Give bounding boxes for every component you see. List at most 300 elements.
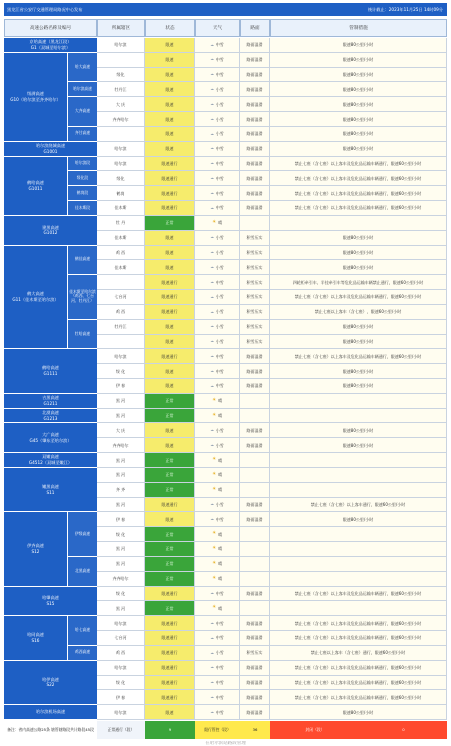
- highway-section: 佳木斯至哈尔滨（鸡西、七台河、牡丹江）: [67, 275, 97, 319]
- table-body: [4, 38, 447, 720]
- weather-cell: [195, 483, 240, 498]
- snow-icon: ☁: [210, 87, 214, 92]
- area-cell: 佳木斯: [97, 260, 145, 275]
- weather-label: 中雪: [215, 368, 224, 374]
- weather-cell: [195, 112, 240, 127]
- snow-icon: ☁: [210, 161, 214, 166]
- area-cell: 佳木斯: [97, 231, 145, 246]
- weather-label: 小雪: [215, 131, 224, 137]
- weather-label: 中雪: [215, 694, 224, 700]
- area-cell: [97, 335, 145, 350]
- header-area: 所属辖区: [97, 19, 145, 37]
- road-condition-cell: 路面湿滑: [240, 616, 270, 631]
- control-measure-cell: 禁止七座以上客车（含七座）通行，限速60公里/小时: [270, 646, 447, 661]
- control-measure-cell: 限速80公里/小时: [270, 379, 447, 394]
- weather-label: 小雪: [215, 264, 224, 270]
- area-cell: 伊 春: [97, 690, 145, 705]
- highway-section: 鹤佳高速: [67, 246, 97, 276]
- status-cell: 限速: [145, 127, 195, 142]
- snow-icon: ☁: [210, 324, 214, 329]
- snow-icon: ☁: [210, 665, 214, 670]
- traffic-report: [4, 3, 447, 740]
- weather-cell: [195, 631, 240, 646]
- highway-section: 哈尔滨高速: [67, 82, 97, 97]
- weather-cell: [195, 201, 240, 216]
- header-road: 路面: [240, 19, 270, 37]
- weather-cell: [195, 646, 240, 661]
- area-cell: 黑 河: [97, 409, 145, 424]
- weather-cell: [195, 705, 240, 720]
- status-cell: 限速: [145, 705, 195, 720]
- area-cell: 鸡 西: [97, 646, 145, 661]
- weather-cell: [195, 557, 240, 572]
- status-cell: 限速: [145, 438, 195, 453]
- highway-section: 大齐高速: [67, 97, 97, 127]
- weather-cell: [195, 320, 240, 335]
- road-condition-cell: 积雪压实: [240, 231, 270, 246]
- road-condition-cell: [240, 527, 270, 542]
- weather-label: 小雪: [215, 324, 224, 330]
- sun-icon: ☀: [211, 531, 217, 537]
- area-cell: 哈尔滨: [97, 349, 145, 364]
- footer-control-label: 限行管控（段）: [195, 721, 240, 739]
- snow-icon: ☁: [210, 72, 214, 77]
- snow-icon: ☁: [210, 354, 214, 358]
- sun-icon: ☀: [211, 546, 217, 552]
- weather-cell: [195, 379, 240, 394]
- status-cell: 正常: [145, 394, 195, 409]
- weather-cell: [195, 601, 240, 616]
- sun-icon: ☀: [211, 412, 217, 418]
- highway-name: 北漠高速 G1213: [4, 409, 97, 424]
- weather-cell: [195, 142, 240, 157]
- weather-cell: [195, 542, 240, 557]
- road-condition-cell: 路面湿滑: [240, 112, 270, 127]
- weather-cell: [195, 349, 240, 364]
- snow-icon: ☁: [210, 57, 214, 62]
- weather-label: 中雪: [215, 353, 224, 359]
- weather-label: 中雪: [215, 205, 224, 211]
- area-cell: 牡丹江: [97, 82, 145, 97]
- weather-cell: [195, 676, 240, 691]
- weather-cell: [195, 231, 240, 246]
- status-cell: 限速: [145, 82, 195, 97]
- road-condition-cell: 路面湿滑: [240, 82, 270, 97]
- status-cell: 正常: [145, 468, 195, 483]
- snow-icon: ☁: [210, 146, 214, 151]
- control-measure-cell: 四轮柜牵引车、半挂牵引车等危化品运输车辆禁止通行，限速60公里/小时: [270, 275, 447, 290]
- summary-footer: [4, 721, 447, 739]
- road-condition-cell: 路面湿滑: [240, 157, 270, 172]
- highway-section: 齐甘高速: [67, 127, 97, 142]
- snow-icon: ☁: [210, 42, 214, 47]
- road-condition-cell: 路面湿滑: [240, 423, 270, 438]
- status-cell: 限速通行: [145, 616, 195, 631]
- area-cell: 牡 丹: [97, 216, 145, 231]
- weather-label: 中雪: [215, 161, 224, 166]
- status-cell: 限速通行: [145, 157, 195, 172]
- road-condition-cell: 路面湿滑: [240, 379, 270, 394]
- weather-label: 小雪: [215, 116, 224, 122]
- weather-cell: [195, 305, 240, 320]
- highway-section: 哈大高速: [67, 53, 97, 83]
- control-measure-cell: 限速80公里/小时: [270, 53, 447, 68]
- header-highway: 高速公路名称及编号: [4, 19, 97, 37]
- snow-icon: ☁: [210, 131, 214, 136]
- weather-label: 晴: [218, 561, 223, 567]
- snow-icon: ☁: [210, 635, 214, 640]
- publisher-title: 黑龙江省公安厅交通管理局路况中心发布: [7, 7, 83, 12]
- road-condition-cell: 路面湿滑: [240, 53, 270, 68]
- road-condition-cell: [240, 468, 270, 483]
- area-cell: 七台河: [97, 290, 145, 305]
- weather-label: 晴: [218, 576, 223, 582]
- highway-section: 鸡西高速: [67, 646, 97, 661]
- road-condition-cell: 路面湿滑: [240, 690, 270, 705]
- road-condition-cell: [240, 557, 270, 572]
- road-condition-cell: 路面湿滑: [240, 127, 270, 142]
- highway-section: 鹤岗段: [67, 186, 97, 201]
- status-cell: 限速通行: [145, 676, 195, 691]
- road-condition-cell: 路面湿滑: [240, 631, 270, 646]
- weather-label: 中雪: [215, 42, 224, 48]
- timestamp: 统计截止：2023年11月25日 14时09分: [367, 7, 443, 12]
- weather-label: 晴: [218, 398, 223, 404]
- weather-label: 晴: [218, 457, 223, 463]
- control-measure-cell: 禁止七座（含七座）以上客车及危化品运输车辆通行，限速60公里/小时: [270, 157, 447, 172]
- status-cell: 限速: [145, 142, 195, 157]
- status-cell: 限速: [145, 320, 195, 335]
- footer-closed-label: 封闭（段）: [270, 721, 360, 739]
- image-caption: 在哈尔滨站路段管理: [205, 741, 246, 746]
- area-cell: 黑 河: [97, 557, 145, 572]
- road-condition-cell: 积雪压实: [240, 305, 270, 320]
- snow-icon: ☁: [210, 620, 214, 625]
- weather-label: 中雪: [215, 590, 224, 596]
- weather-label: 中雪: [215, 516, 224, 522]
- control-measure-cell: 限速80公里/小时: [270, 512, 447, 527]
- control-measure-cell: 限速80公里/小时: [270, 335, 447, 350]
- highway-name: 哈尔滨机场高速: [4, 705, 97, 720]
- weather-cell: [195, 364, 240, 379]
- highway-section: 哈七高速: [67, 616, 97, 646]
- weather-label: 中雪: [215, 383, 224, 389]
- sun-icon: ☀: [211, 457, 217, 463]
- weather-cell: [195, 498, 240, 513]
- status-cell: 限速通行: [145, 186, 195, 201]
- control-measure-cell: 限速80公里/小时: [270, 423, 447, 438]
- weather-label: 小雪: [215, 427, 224, 433]
- road-condition-cell: 路面湿滑: [240, 68, 270, 83]
- weather-label: 小雪: [215, 338, 224, 344]
- road-condition-cell: 积雪压实: [240, 290, 270, 305]
- control-measure-cell: [270, 542, 447, 557]
- status-cell: 正常: [145, 216, 195, 231]
- snow-icon: ☁: [210, 294, 214, 299]
- road-condition-cell: [240, 572, 270, 587]
- road-condition-cell: 路面湿滑: [240, 171, 270, 186]
- control-measure-cell: 限速80公里/小时: [270, 142, 447, 157]
- area-cell: 大 庆: [97, 423, 145, 438]
- area-cell: 黑 河: [97, 542, 145, 557]
- weather-label: 小雪: [215, 294, 224, 300]
- road-condition-cell: 积雪压实: [240, 320, 270, 335]
- control-measure-cell: [270, 216, 447, 231]
- area-cell: 哈尔滨: [97, 38, 145, 53]
- weather-cell: [195, 82, 240, 97]
- control-measure-cell: 限速80公里/小时: [270, 364, 447, 379]
- area-cell: 哈尔滨: [97, 142, 145, 157]
- weather-label: 中雪: [215, 709, 224, 715]
- status-cell: 正常: [145, 409, 195, 424]
- road-condition-cell: 路面湿滑: [240, 498, 270, 513]
- control-measure-cell: 禁止七座（含七座）以上客车及危化品运输车辆通行，限速60公里/小时: [270, 631, 447, 646]
- snow-icon: ☁: [210, 176, 214, 181]
- weather-cell: [195, 512, 240, 527]
- weather-label: 晴: [218, 546, 223, 552]
- status-cell: 限速通行: [145, 661, 195, 676]
- area-cell: 大 庆: [97, 97, 145, 112]
- control-measure-cell: 禁止七座（含七座）以上客车及危化品运输车辆通行，限速60公里/小时: [270, 676, 447, 691]
- status-cell: 正常: [145, 527, 195, 542]
- road-condition-cell: 路面湿滑: [240, 364, 270, 379]
- area-cell: 齐齐哈尔: [97, 112, 145, 127]
- road-condition-cell: 积雪压实: [240, 246, 270, 261]
- road-condition-cell: [240, 216, 270, 231]
- weather-label: 中雪: [215, 279, 224, 285]
- weather-label: 晴: [218, 220, 223, 226]
- area-cell: 齐 齐: [97, 483, 145, 498]
- status-cell: 限速通行: [145, 201, 195, 216]
- weather-label: 中雪: [215, 72, 224, 78]
- weather-cell: [195, 171, 240, 186]
- weather-cell: [195, 68, 240, 83]
- area-cell: 黑 河: [97, 394, 145, 409]
- weather-cell: [195, 290, 240, 305]
- status-cell: 限速通行: [145, 498, 195, 513]
- area-cell: 哈尔滨: [97, 705, 145, 720]
- control-measure-cell: 限速80公里/小时: [270, 38, 447, 53]
- control-measure-cell: 禁止七座（含七座）以上客车及危化品运输车辆通行，限速60公里/小时: [270, 661, 447, 676]
- control-measure-cell: 禁止七座以上客车（含七座），限速60公里/小时: [270, 305, 447, 320]
- status-cell: 限速: [145, 231, 195, 246]
- highway-section: 绥化段: [67, 171, 97, 186]
- highway-name: 大广高速 G45（肇东至哈尔滨）: [4, 423, 97, 453]
- snow-icon: ☁: [210, 709, 214, 714]
- highway-section: 伊绥高速: [67, 512, 97, 556]
- snow-icon: ☁: [210, 265, 214, 270]
- area-cell: 绥化: [97, 171, 145, 186]
- control-measure-cell: [270, 409, 447, 424]
- area-cell: 绥化: [97, 68, 145, 83]
- road-condition-cell: 路面湿滑: [240, 438, 270, 453]
- area-cell: [97, 53, 145, 68]
- highway-name: 鹤哈高速 G1011: [4, 157, 67, 216]
- highway-name: 鹤哈高速 G1111: [4, 349, 97, 393]
- weather-cell: [195, 438, 240, 453]
- status-cell: 正常: [145, 542, 195, 557]
- control-measure-cell: 限速80公里/小时: [270, 438, 447, 453]
- road-condition-cell: 路面湿滑: [240, 705, 270, 720]
- status-cell: 正常: [145, 557, 195, 572]
- status-cell: 限速通行: [145, 275, 195, 290]
- area-cell: 哈尔滨: [97, 661, 145, 676]
- area-cell: 黑 河: [97, 601, 145, 616]
- control-measure-cell: 限速80公里/小时: [270, 127, 447, 142]
- status-cell: 正常: [145, 453, 195, 468]
- road-condition-cell: 路面湿滑: [240, 186, 270, 201]
- status-cell: 正常: [145, 601, 195, 616]
- highway-section: 哈尔滨段: [67, 157, 97, 172]
- status-cell: 限速: [145, 423, 195, 438]
- footer-normal-label: 正常通行（段）: [97, 721, 145, 739]
- highway-section: 佳木斯段: [67, 201, 97, 216]
- road-condition-cell: 积雪压实: [240, 335, 270, 350]
- snow-icon: ☁: [210, 190, 214, 195]
- status-cell: 限速通行: [145, 631, 195, 646]
- road-condition-cell: 路面湿滑: [240, 512, 270, 527]
- snow-icon: ☁: [210, 428, 214, 433]
- snow-icon: ☁: [210, 235, 214, 240]
- weather-cell: [195, 157, 240, 172]
- weather-label: 晴: [218, 487, 223, 493]
- table-header: [4, 19, 447, 37]
- status-cell: 限速: [145, 260, 195, 275]
- road-condition-cell: 积雪压实: [240, 275, 270, 290]
- area-cell: 绥 化: [97, 587, 145, 602]
- road-condition-cell: 路面湿滑: [240, 676, 270, 691]
- control-measure-cell: 禁止七座（含七座）以上客车及危化品运输车辆通行，限速60公里/小时: [270, 587, 447, 602]
- area-cell: 黑 河: [97, 498, 145, 513]
- snow-icon: ☁: [210, 101, 214, 106]
- highway-name: 哈尔滨绕城高速 G1001: [4, 142, 97, 157]
- weather-cell: [195, 453, 240, 468]
- weather-label: 晴: [218, 531, 223, 537]
- status-cell: 限速: [145, 379, 195, 394]
- snow-icon: ☁: [210, 517, 214, 522]
- header-control: 管制措施: [270, 19, 447, 37]
- area-cell: 鹤岗: [97, 186, 145, 201]
- control-measure-cell: [270, 468, 447, 483]
- weather-cell: [195, 409, 240, 424]
- weather-cell: [195, 275, 240, 290]
- control-measure-cell: 限速80公里/小时: [270, 705, 447, 720]
- weather-cell: [195, 572, 240, 587]
- control-measure-cell: 限速80公里/小时: [270, 68, 447, 83]
- control-measure-cell: 禁止七座（含七座）以上客车及危化品运输车辆通行，限速60公里/小时: [270, 616, 447, 631]
- status-cell: 限速: [145, 97, 195, 112]
- status-cell: 限速: [145, 53, 195, 68]
- control-measure-cell: 禁止七座（含七座）以上客车及危化品运输车辆通行，限速60公里/小时: [270, 171, 447, 186]
- area-cell: 鸡 西: [97, 305, 145, 320]
- road-condition-cell: 路面湿滑: [240, 38, 270, 53]
- snow-icon: ☁: [210, 205, 214, 210]
- weather-cell: [195, 527, 240, 542]
- sun-icon: ☀: [211, 486, 217, 492]
- weather-label: 小雪: [215, 650, 224, 656]
- road-condition-cell: [240, 409, 270, 424]
- header-weather: 天气: [195, 19, 240, 37]
- control-measure-cell: 禁止七座（含七座）以上客车及危化品运输车辆通行，限速60公里/小时: [270, 290, 447, 305]
- road-condition-cell: [240, 483, 270, 498]
- status-cell: 限速通行: [145, 690, 195, 705]
- weather-cell: [195, 53, 240, 68]
- footer-control-count: 36: [240, 721, 270, 739]
- weather-cell: [195, 335, 240, 350]
- highway-name: 哈肇高速 S15: [4, 587, 97, 617]
- snow-icon: ☁: [210, 695, 214, 699]
- weather-label: 晴: [218, 605, 223, 611]
- highway-name: 吉黑高速 G1211: [4, 394, 97, 409]
- weather-label: 小雪: [215, 86, 224, 92]
- snow-icon: ☁: [210, 368, 214, 373]
- area-cell: 齐齐哈尔: [97, 572, 145, 587]
- status-cell: 限速通行: [145, 305, 195, 320]
- control-measure-cell: 限速80公里/小时: [270, 112, 447, 127]
- weather-cell: [195, 468, 240, 483]
- snow-icon: ☁: [210, 116, 214, 121]
- area-cell: 伊 春: [97, 379, 145, 394]
- weather-label: 中雪: [215, 679, 224, 685]
- control-measure-cell: 限速80公里/小时: [270, 320, 447, 335]
- snow-icon: ☁: [210, 650, 214, 655]
- road-condition-cell: 路面湿滑: [240, 142, 270, 157]
- snow-icon: ☁: [210, 502, 214, 507]
- road-condition-cell: 路面湿滑: [240, 97, 270, 112]
- status-cell: 限速: [145, 38, 195, 53]
- highway-name: 双嫩高速 G4512（双城至嫩江）: [4, 453, 97, 468]
- snow-icon: ☁: [210, 339, 214, 344]
- highway-name: 绥满高速 G10（哈尔滨至齐齐哈尔）: [4, 53, 67, 142]
- highway-name: 建黑高速 G1012: [4, 216, 97, 246]
- weather-cell: [195, 616, 240, 631]
- sun-icon: ☀: [211, 605, 217, 611]
- weather-cell: [195, 423, 240, 438]
- status-cell: 限速: [145, 68, 195, 83]
- control-measure-cell: 禁止七座（含七座）以上客车通行，限速60公里/小时: [270, 498, 447, 513]
- sun-icon: ☀: [211, 560, 217, 566]
- status-cell: 限速: [145, 364, 195, 379]
- status-cell: 限速通行: [145, 171, 195, 186]
- snow-icon: ☁: [210, 383, 214, 388]
- area-cell: 佳木斯: [97, 201, 145, 216]
- weather-cell: [195, 394, 240, 409]
- sun-icon: ☀: [211, 219, 217, 225]
- weather-label: 晴: [218, 413, 223, 419]
- weather-label: 小雪: [215, 502, 224, 507]
- weather-label: 中雪: [215, 146, 224, 152]
- weather-label: 中雪: [215, 175, 224, 181]
- control-measure-cell: 禁止七座（含七座）以上客车及危化品运输车辆通行，限速60公里/小时: [270, 201, 447, 216]
- road-condition-cell: 路面湿滑: [240, 349, 270, 364]
- sun-icon: ☀: [211, 575, 217, 581]
- control-measure-cell: 禁止七座（含七座）以上客车及危化品运输车辆通行，限速60公里/小时: [270, 349, 447, 364]
- area-cell: 牡丹江: [97, 320, 145, 335]
- area-cell: 黑 河: [97, 468, 145, 483]
- road-condition-cell: 积雪压实: [240, 646, 270, 661]
- highway-name: 伊齐高速 S12: [4, 512, 67, 586]
- weather-label: 中雪: [215, 665, 224, 671]
- footer-normal-count: 9: [145, 721, 195, 739]
- road-condition-cell: [240, 601, 270, 616]
- weather-cell: [195, 690, 240, 705]
- weather-label: 中雪: [215, 635, 224, 641]
- status-cell: 限速通行: [145, 587, 195, 602]
- highway-section: 牡哈高速: [67, 320, 97, 350]
- control-measure-cell: [270, 601, 447, 616]
- sun-icon: ☀: [211, 471, 217, 477]
- area-cell: 七台河: [97, 631, 145, 646]
